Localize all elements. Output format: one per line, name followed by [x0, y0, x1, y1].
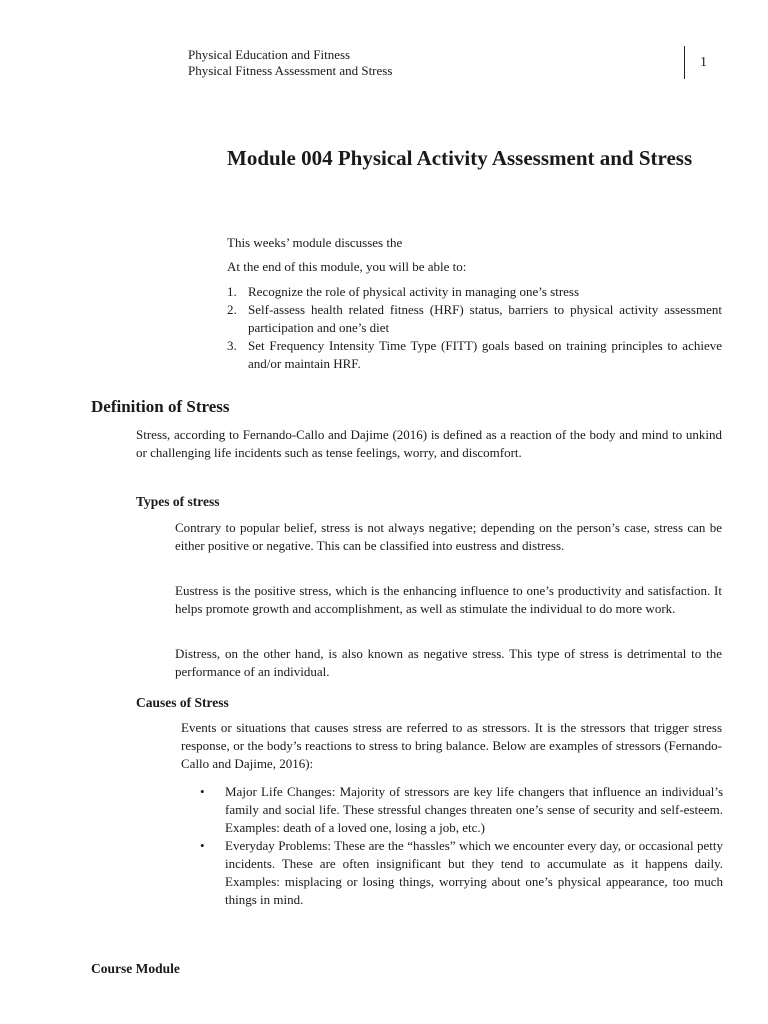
module-intro — [227, 235, 722, 373]
objective-number: 1. — [227, 284, 237, 299]
page-header — [188, 47, 392, 79]
bullet-text: Major Life Changes: Majority of stressors are key life changers that influence an individual’s family and social life. These stressful changes threaten one’s sense of security and self-esteem. Examples: death of a loved one, losing a job, etc.) — [225, 784, 723, 835]
objective-item — [227, 283, 722, 301]
page-number: 1 — [700, 55, 707, 70]
objective-number: 3. — [227, 338, 237, 353]
header-divider — [684, 46, 685, 79]
list-item — [200, 783, 723, 837]
module-title: Module 004 Physical Activity Assessment and Stress — [227, 146, 693, 170]
stressors-list — [200, 783, 723, 909]
types-paragraph-eustress: Eustress is the positive stress, which is the enhancing influence to one’s productivity and satisfaction. It helps promote growth and accomplishment, as well as stimulate the individual to do more work. — [175, 583, 722, 616]
bullet-text: Everyday Problems: These are the “hassles” which we encounter every day, or occasional petty incidents. These are often insignificant but they tend to accumulate as it happens daily. Examples: misplacing or losing things, worrying about one’s physical appearance, too much things in mind. — [225, 838, 723, 907]
header-subtitle: Physical Fitness Assessment and Stress — [188, 63, 393, 78]
types-paragraph-1: Contrary to popular belief, stress is not always negative; depending on the person’s case, stress can be either positive or negative. This can be classified into eustress and distress. — [175, 520, 722, 553]
subheading-types: Types of stress — [136, 494, 220, 509]
intro-text: This weeks’ module discusses the — [227, 235, 403, 250]
definition-text: Stress, according to Fernando-Callo and Dajime (2016) is defined as a reaction of the body and mind to unkind or challenging life incidents such as tense feelings, worry, and discomfort. — [136, 427, 722, 460]
objectives-list — [227, 283, 722, 373]
types-paragraph-distress: Distress, on the other hand, is also known as negative stress. This type of stress is detrimental to the performance of an individual. — [175, 646, 722, 679]
objective-number: 2. — [227, 302, 237, 317]
objective-item — [227, 301, 722, 337]
objective-text: Self-assess health related fitness (HRF) status, barriers to physical activity assessment participation and one’s diet — [248, 302, 722, 335]
objective-item — [227, 337, 722, 373]
section-heading-definition: Definition of Stress — [91, 397, 230, 416]
subheading-causes: Causes of Stress — [136, 695, 229, 710]
page-footer: Course Module — [91, 961, 180, 976]
intro-outcomes-lead: At the end of this module, you will be able to: — [227, 259, 467, 274]
list-item — [200, 837, 723, 909]
objective-text: Recognize the role of physical activity in managing one’s stress — [248, 284, 580, 299]
header-course: Physical Education and Fitness — [188, 47, 351, 62]
objective-text: Set Frequency Intensity Time Type (FITT) goals based on training principles to achieve and/or maintain HRF. — [248, 338, 722, 371]
bullet-icon: • — [200, 784, 205, 799]
causes-intro: Events or situations that causes stress are referred to as stressors. It is the stressors that trigger stress response, or the body’s reactions to stress to bring balance. Below are examples of stressors (Fernando-Callo and Dajime, 2016): — [181, 720, 722, 771]
bullet-icon: • — [200, 838, 205, 853]
